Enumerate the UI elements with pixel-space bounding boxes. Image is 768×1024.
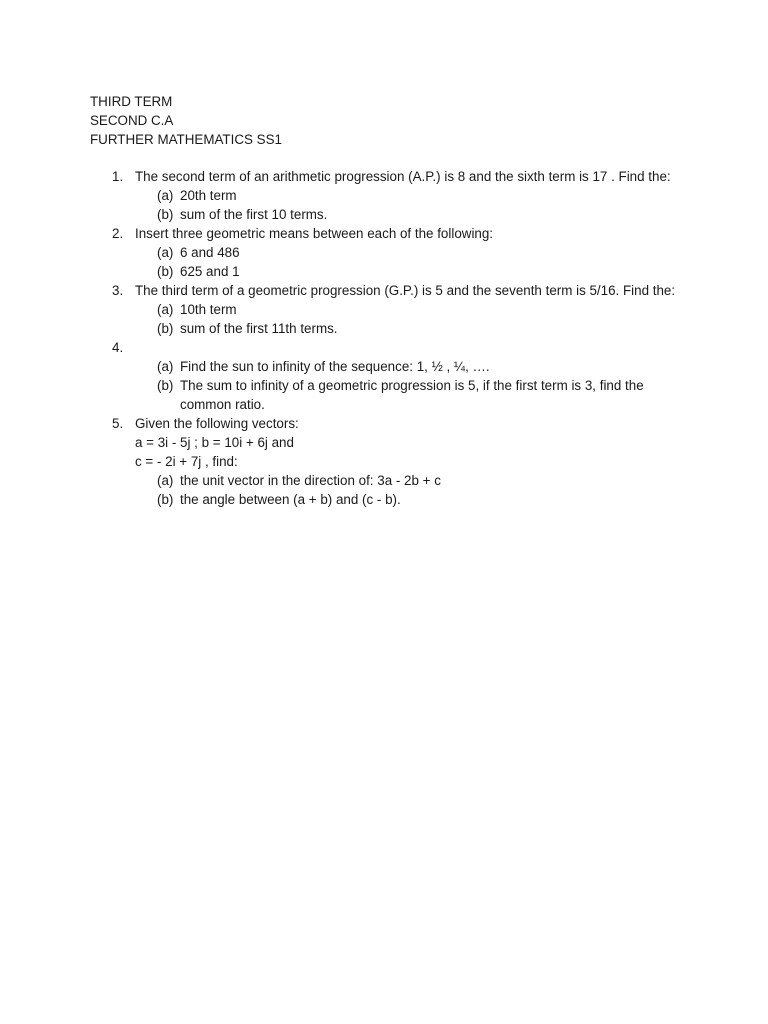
sub-question-text: 6 and 486 [180,245,240,260]
subject-title: FURTHER MATHEMATICS SS1 [90,132,282,147]
sub-question [135,471,680,490]
assessment-title: SECOND C.A [90,113,174,128]
sub-question-label: (b) [157,378,174,393]
question-text: Insert three geometric means between each of the following: [135,226,494,241]
sub-question [135,490,680,509]
sub-question [135,376,680,414]
sub-question-label: (b) [157,321,174,336]
term-title: THIRD TERM [90,94,173,109]
sub-question-list [135,357,680,414]
sub-question-text: The sum to infinity of a geometric progression is 5, if the first term is 3, find the common ratio. [180,378,644,412]
sub-question-label: (b) [157,264,174,279]
sub-question-label: (a) [157,245,174,260]
sub-question [135,319,680,338]
question-text: The second term of an arithmetic progression (A.P.) is 8 and the sixth term is 17 . Find the: [135,169,671,184]
sub-question-list [135,186,680,224]
sub-question-list [135,471,680,509]
sub-question [135,300,680,319]
sub-question [135,357,680,376]
sub-question [135,186,680,205]
sub-question [135,243,680,262]
sub-question-label: (a) [157,359,174,374]
sub-question-text: the unit vector in the direction of: 3a - 2b + c [180,473,441,488]
sub-question-label: (a) [157,473,174,488]
question-number: 2. [112,226,124,241]
sub-question-text: the angle between (a + b) and (c - b). [180,492,401,507]
question-number: 3. [112,283,124,298]
question-text: Given the following vectors: [135,416,299,431]
sub-question [135,262,680,281]
sub-question-text: 10th term [180,302,237,317]
question-text [135,338,680,357]
sub-question-label: (b) [157,492,174,507]
question-2 [90,224,680,281]
question-4 [90,338,680,414]
sub-question-list [135,243,680,281]
question-1 [90,167,680,224]
sub-question-text: sum of the first 10 terms. [180,207,328,222]
document-header [90,92,282,149]
sub-question-text: 20th term [180,188,237,203]
sub-question-text: sum of the first 11th terms. [180,321,338,336]
sub-question-label: (a) [157,302,174,317]
sub-question-label: (a) [157,188,174,203]
question-text: The third term of a geometric progression (G.P.) is 5 and the seventh term is 5/16. Find the: [135,283,676,298]
question-list [90,167,680,509]
question-3 [90,281,680,338]
sub-question-text: 625 and 1 [180,264,240,279]
question-number: 4. [112,340,124,355]
question-number: 5. [112,416,124,431]
sub-question-text: Find the sun to infinity of the sequence: 1, ½ , ¼, …. [180,359,490,374]
question-number: 1. [112,169,124,184]
vector-definition-line: c = - 2i + 7j , find: [135,454,238,469]
question-5 [90,414,680,509]
sub-question [135,205,680,224]
sub-question-label: (b) [157,207,174,222]
sub-question-list [135,300,680,338]
vector-definition-line: a = 3i - 5j ; b = 10i + 6j and [135,435,294,450]
